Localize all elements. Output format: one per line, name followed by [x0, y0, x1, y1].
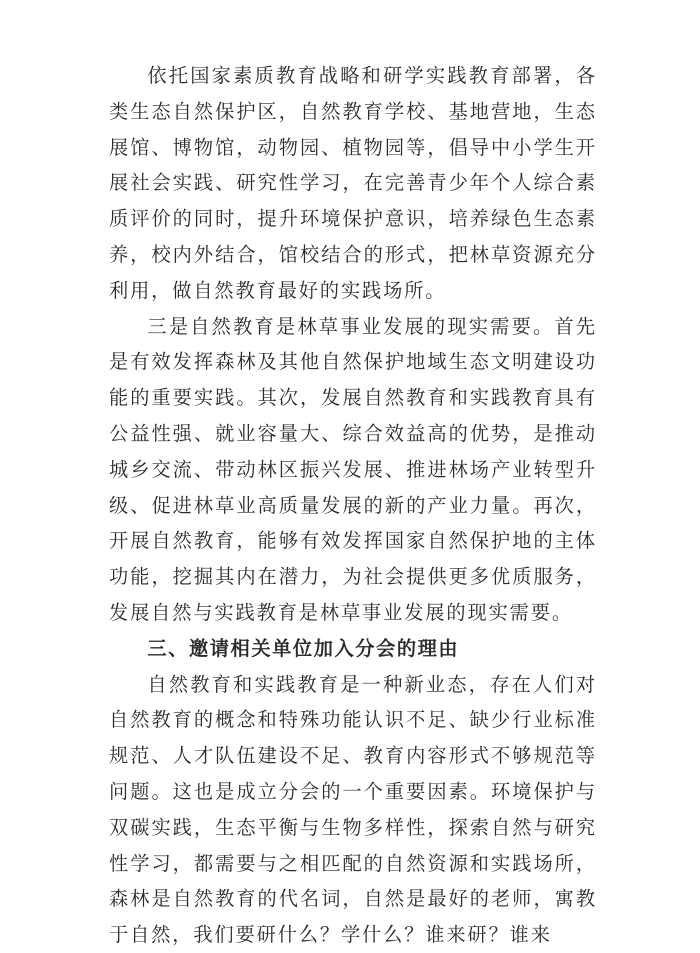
- section-heading: 三、邀请相关单位加入分会的理由: [147, 636, 460, 660]
- document-page: [109, 58, 597, 953]
- paragraph-reasons-to-join: 自然教育和实践教育是一种新业态，存在人们对自然教育的概念和特殊功能认识不足、缺少行业标准规范、人才队伍建设不足、教育内容形式不够规范等问题。这也是成立分会的一个重要因素。环境保护与双碳实践，生态平衡与生物多样性，探索自然与研究性学习，都需要与之相匹配的自然资源和实践场所，森林是自然教育的代名词，自然是最好的老师，寓教于自然，我们要研什么？学什么？谁来研？谁来: [109, 672, 597, 947]
- paragraph-nature-education-venues: 依托国家素质教育战略和研学实践教育部署，各类生态自然保护区，自然教育学校、基地营地，生态展馆、博物馆，动物园、植物园等，倡导中小学生开展社会实践、研究性学习，在完善青少年个人综合素质评价的同时，提升环境保护意识，培养绿色生态素养，校内外结合，馆校结合的形式，把林草资源充分利用，做自然教育最好的实践场所。: [109, 64, 597, 302]
- paragraph-forestry-development-needs: 三是自然教育是林草事业发展的现实需要。首先是有效发挥森林及其他自然保护地域生态文明建设功能的重要实践。其次，发展自然教育和实践教育具有公益性强、就业容量大、综合效益高的优势，是推动城乡交流、带动林区振兴发展、推进林场产业转型升级、促进林草业高质量发展的新的产业力量。再次，开展自然教育，能够有效发挥国家自然保护地的主体功能，挖掘其内在潜力，为社会提供更多优质服务，发展自然与实践教育是林草事业发展的现实需要。: [109, 314, 597, 624]
